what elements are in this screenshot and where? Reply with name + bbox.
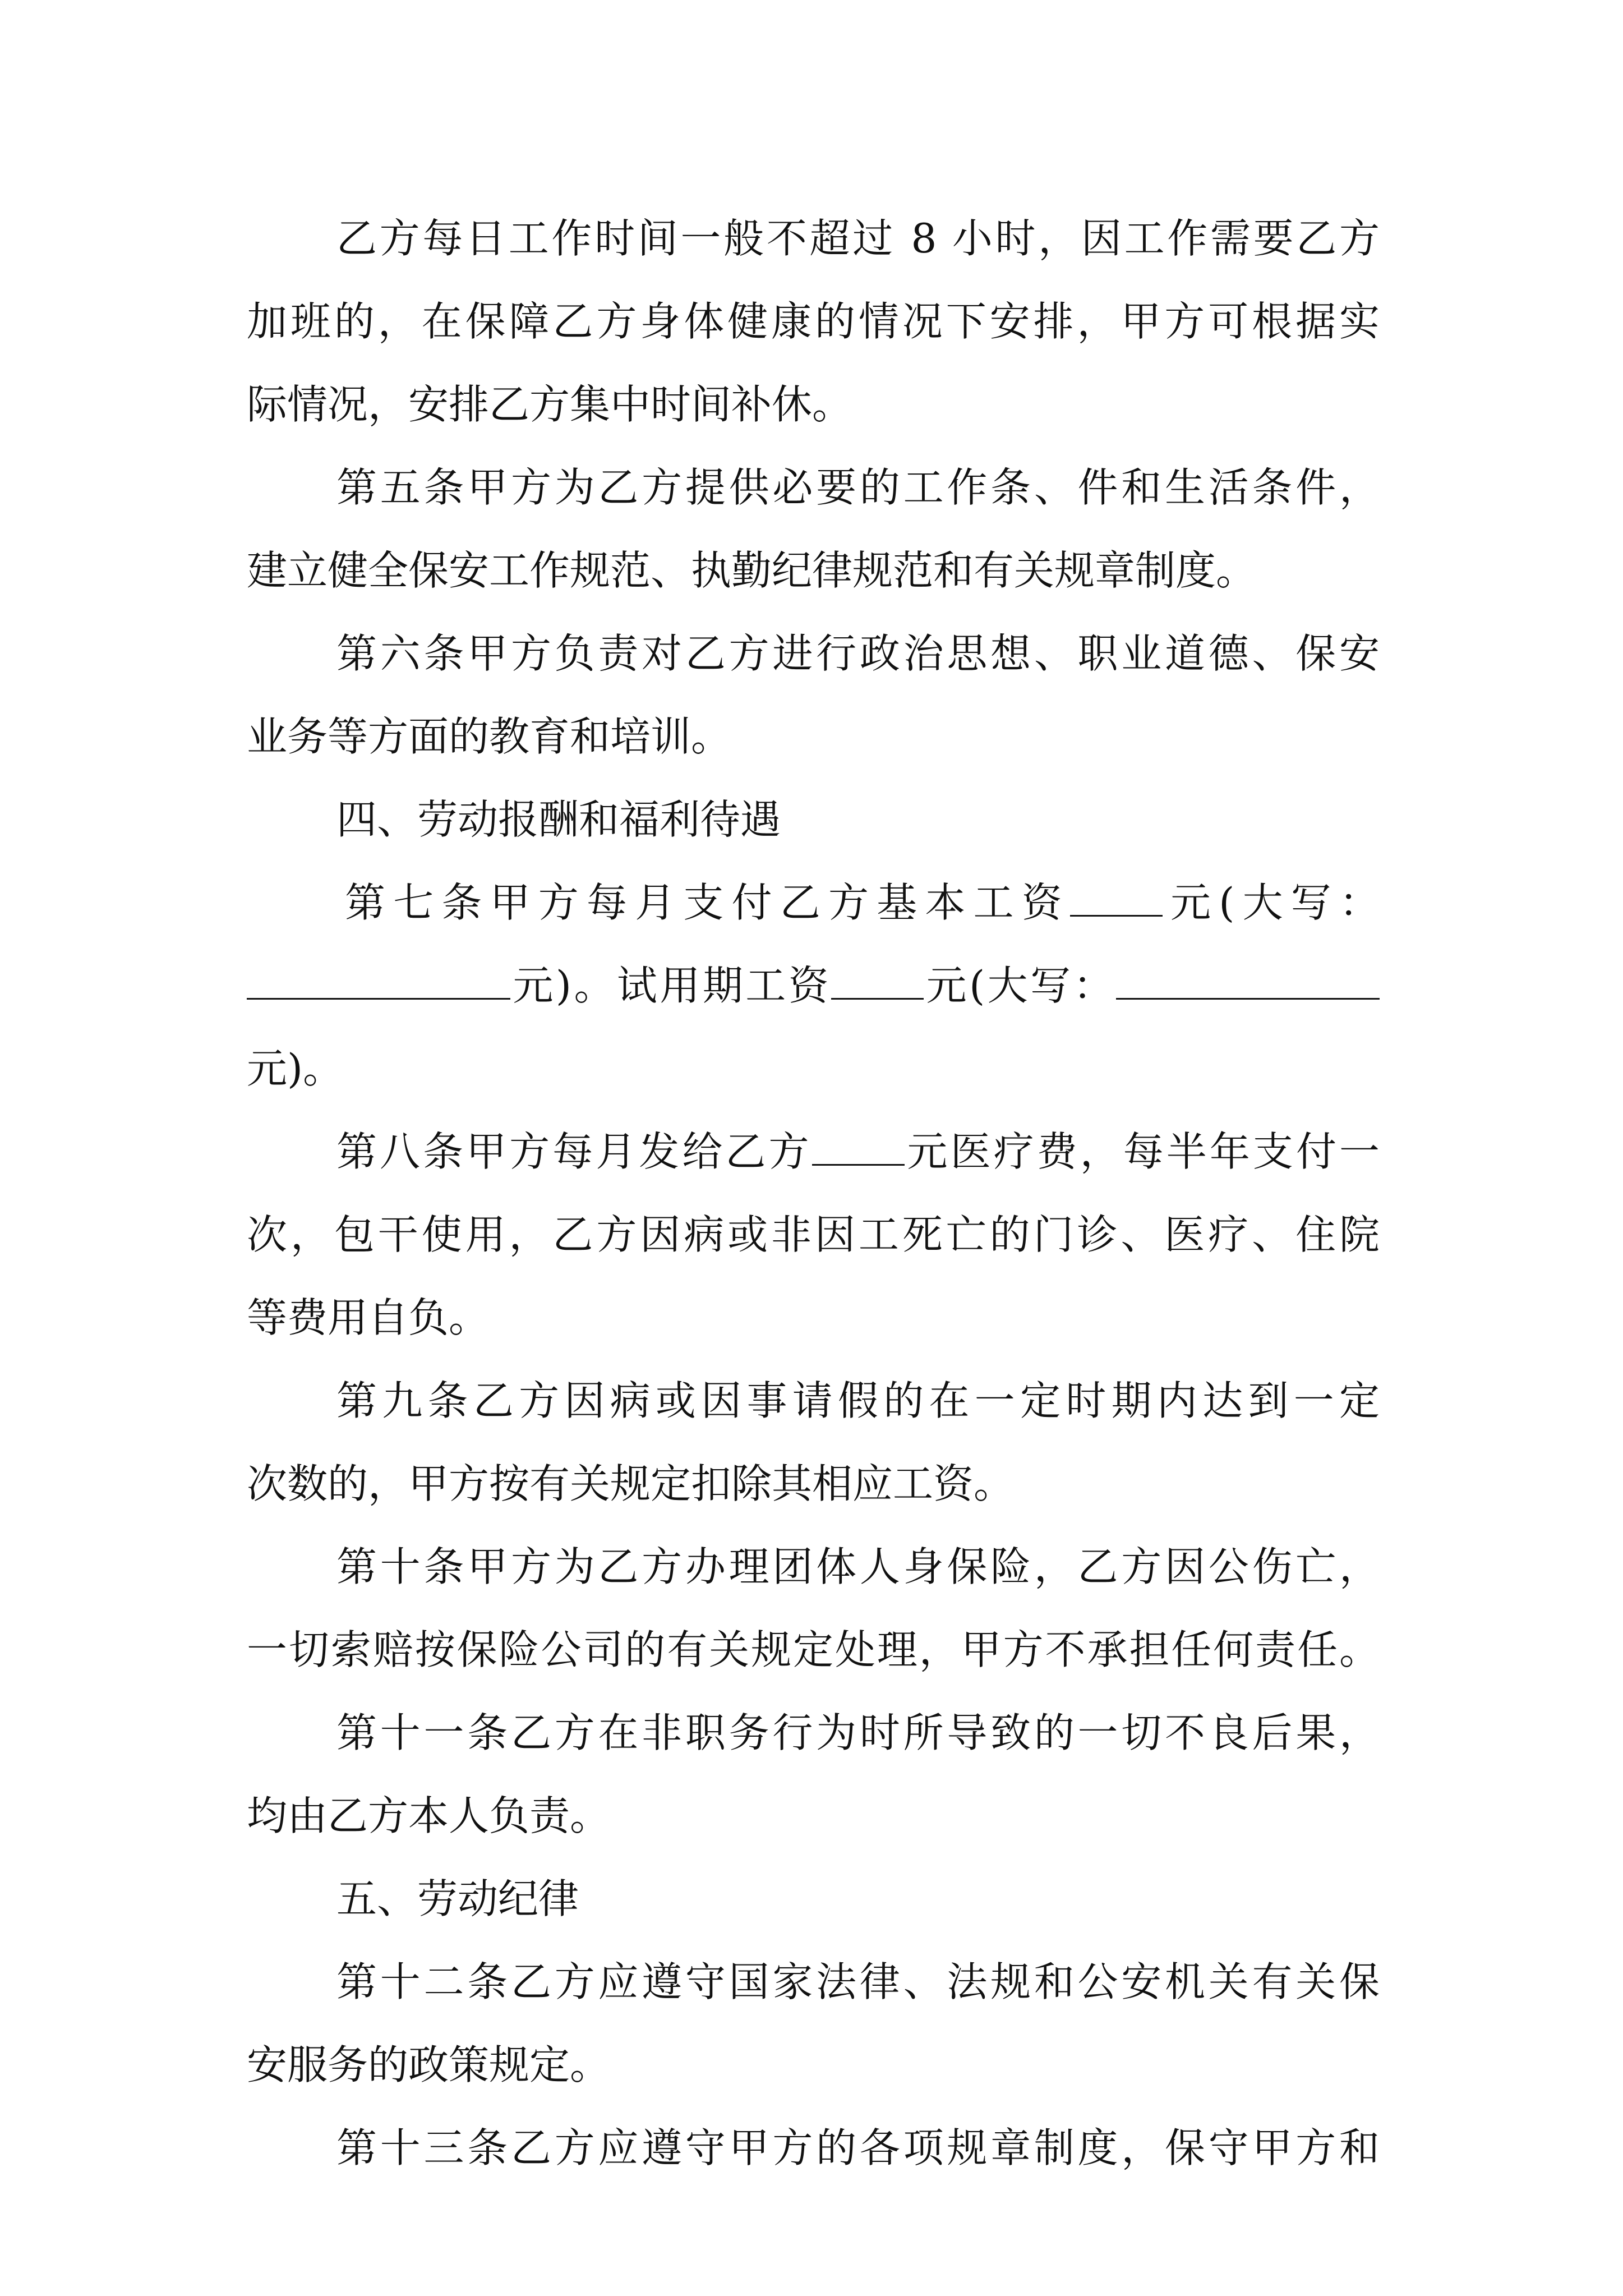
article-7-line bbox=[247, 955, 1380, 1016]
article-8-line bbox=[336, 1121, 1380, 1182]
article-11-line: 第十一条乙方在非职务行为时所导致的一切不良后果， bbox=[336, 1709, 1380, 1756]
article-5-line: 第五条甲方为乙方提供必要的工作条、件和生活条件， bbox=[336, 464, 1380, 511]
fill-blank bbox=[812, 1126, 905, 1166]
article-11-line: 均由乙方本人负责。 bbox=[247, 1792, 611, 1839]
article-7-text: 元(大写： bbox=[1162, 879, 1380, 926]
article-8-text: 第八条甲方每月发给乙方 bbox=[336, 1128, 812, 1175]
article-12-line: 安服务的政策规定。 bbox=[247, 2041, 611, 2088]
article-13-line: 第十三条乙方应遵守甲方的各项规章制度，保守甲方和 bbox=[336, 2124, 1380, 2171]
paragraph-line: 际情况，安排乙方集中时间补休。 bbox=[247, 381, 853, 428]
article-8-line: 等费用自负。 bbox=[247, 1294, 490, 1341]
section-heading-4: 四、劳动报酬和福利待遇 bbox=[336, 796, 781, 843]
article-8-line: 次，包干使用，乙方因病或非因工死亡的门诊、医疗、住院 bbox=[247, 1211, 1380, 1258]
article-7-text: 元(大写： bbox=[924, 962, 1117, 1009]
article-7-line: 元)。 bbox=[247, 1045, 344, 1092]
article-7-text: 第七条甲方每月支付乙方基本工资 bbox=[345, 879, 1070, 926]
fill-blank bbox=[1116, 960, 1380, 1000]
article-7-text: 元)。试用期工资 bbox=[510, 962, 832, 1009]
article-10-line: 第十条甲方为乙方办理团体人身保险，乙方因公伤亡， bbox=[336, 1543, 1380, 1590]
fill-blank bbox=[247, 960, 510, 1000]
fill-blank bbox=[831, 960, 924, 1000]
article-8-text: 元医疗费，每半年支付一 bbox=[904, 1128, 1380, 1175]
article-7-line bbox=[345, 872, 1380, 933]
article-6-line: 第六条甲方负责对乙方进行政治思想、职业道德、保安 bbox=[336, 630, 1380, 677]
paragraph-line: 乙方每日工作时间一般不超过 8 小时，因工作需要乙方 bbox=[336, 215, 1380, 262]
article-6-line: 业务等方面的教育和培训。 bbox=[247, 713, 732, 760]
fill-blank bbox=[1070, 877, 1163, 917]
article-10-line: 一切索赔按保险公司的有关规定处理，甲方不承担任何责任。 bbox=[247, 1626, 1380, 1673]
article-9-line: 第九条乙方因病或因事请假的在一定时期内达到一定 bbox=[336, 1377, 1380, 1424]
article-5-line: 建立健全保安工作规范、执勤纪律规范和有关规章制度。 bbox=[247, 547, 1257, 594]
article-9-line: 次数的，甲方按有关规定扣除其相应工资。 bbox=[247, 1460, 1015, 1507]
section-heading-5: 五、劳动纪律 bbox=[336, 1875, 579, 1922]
article-12-line: 第十二条乙方应遵守国家法律、法规和公安机关有关保 bbox=[336, 1958, 1380, 2005]
paragraph-line: 加班的，在保障乙方身体健康的情况下安排，甲方可根据实 bbox=[247, 298, 1380, 345]
